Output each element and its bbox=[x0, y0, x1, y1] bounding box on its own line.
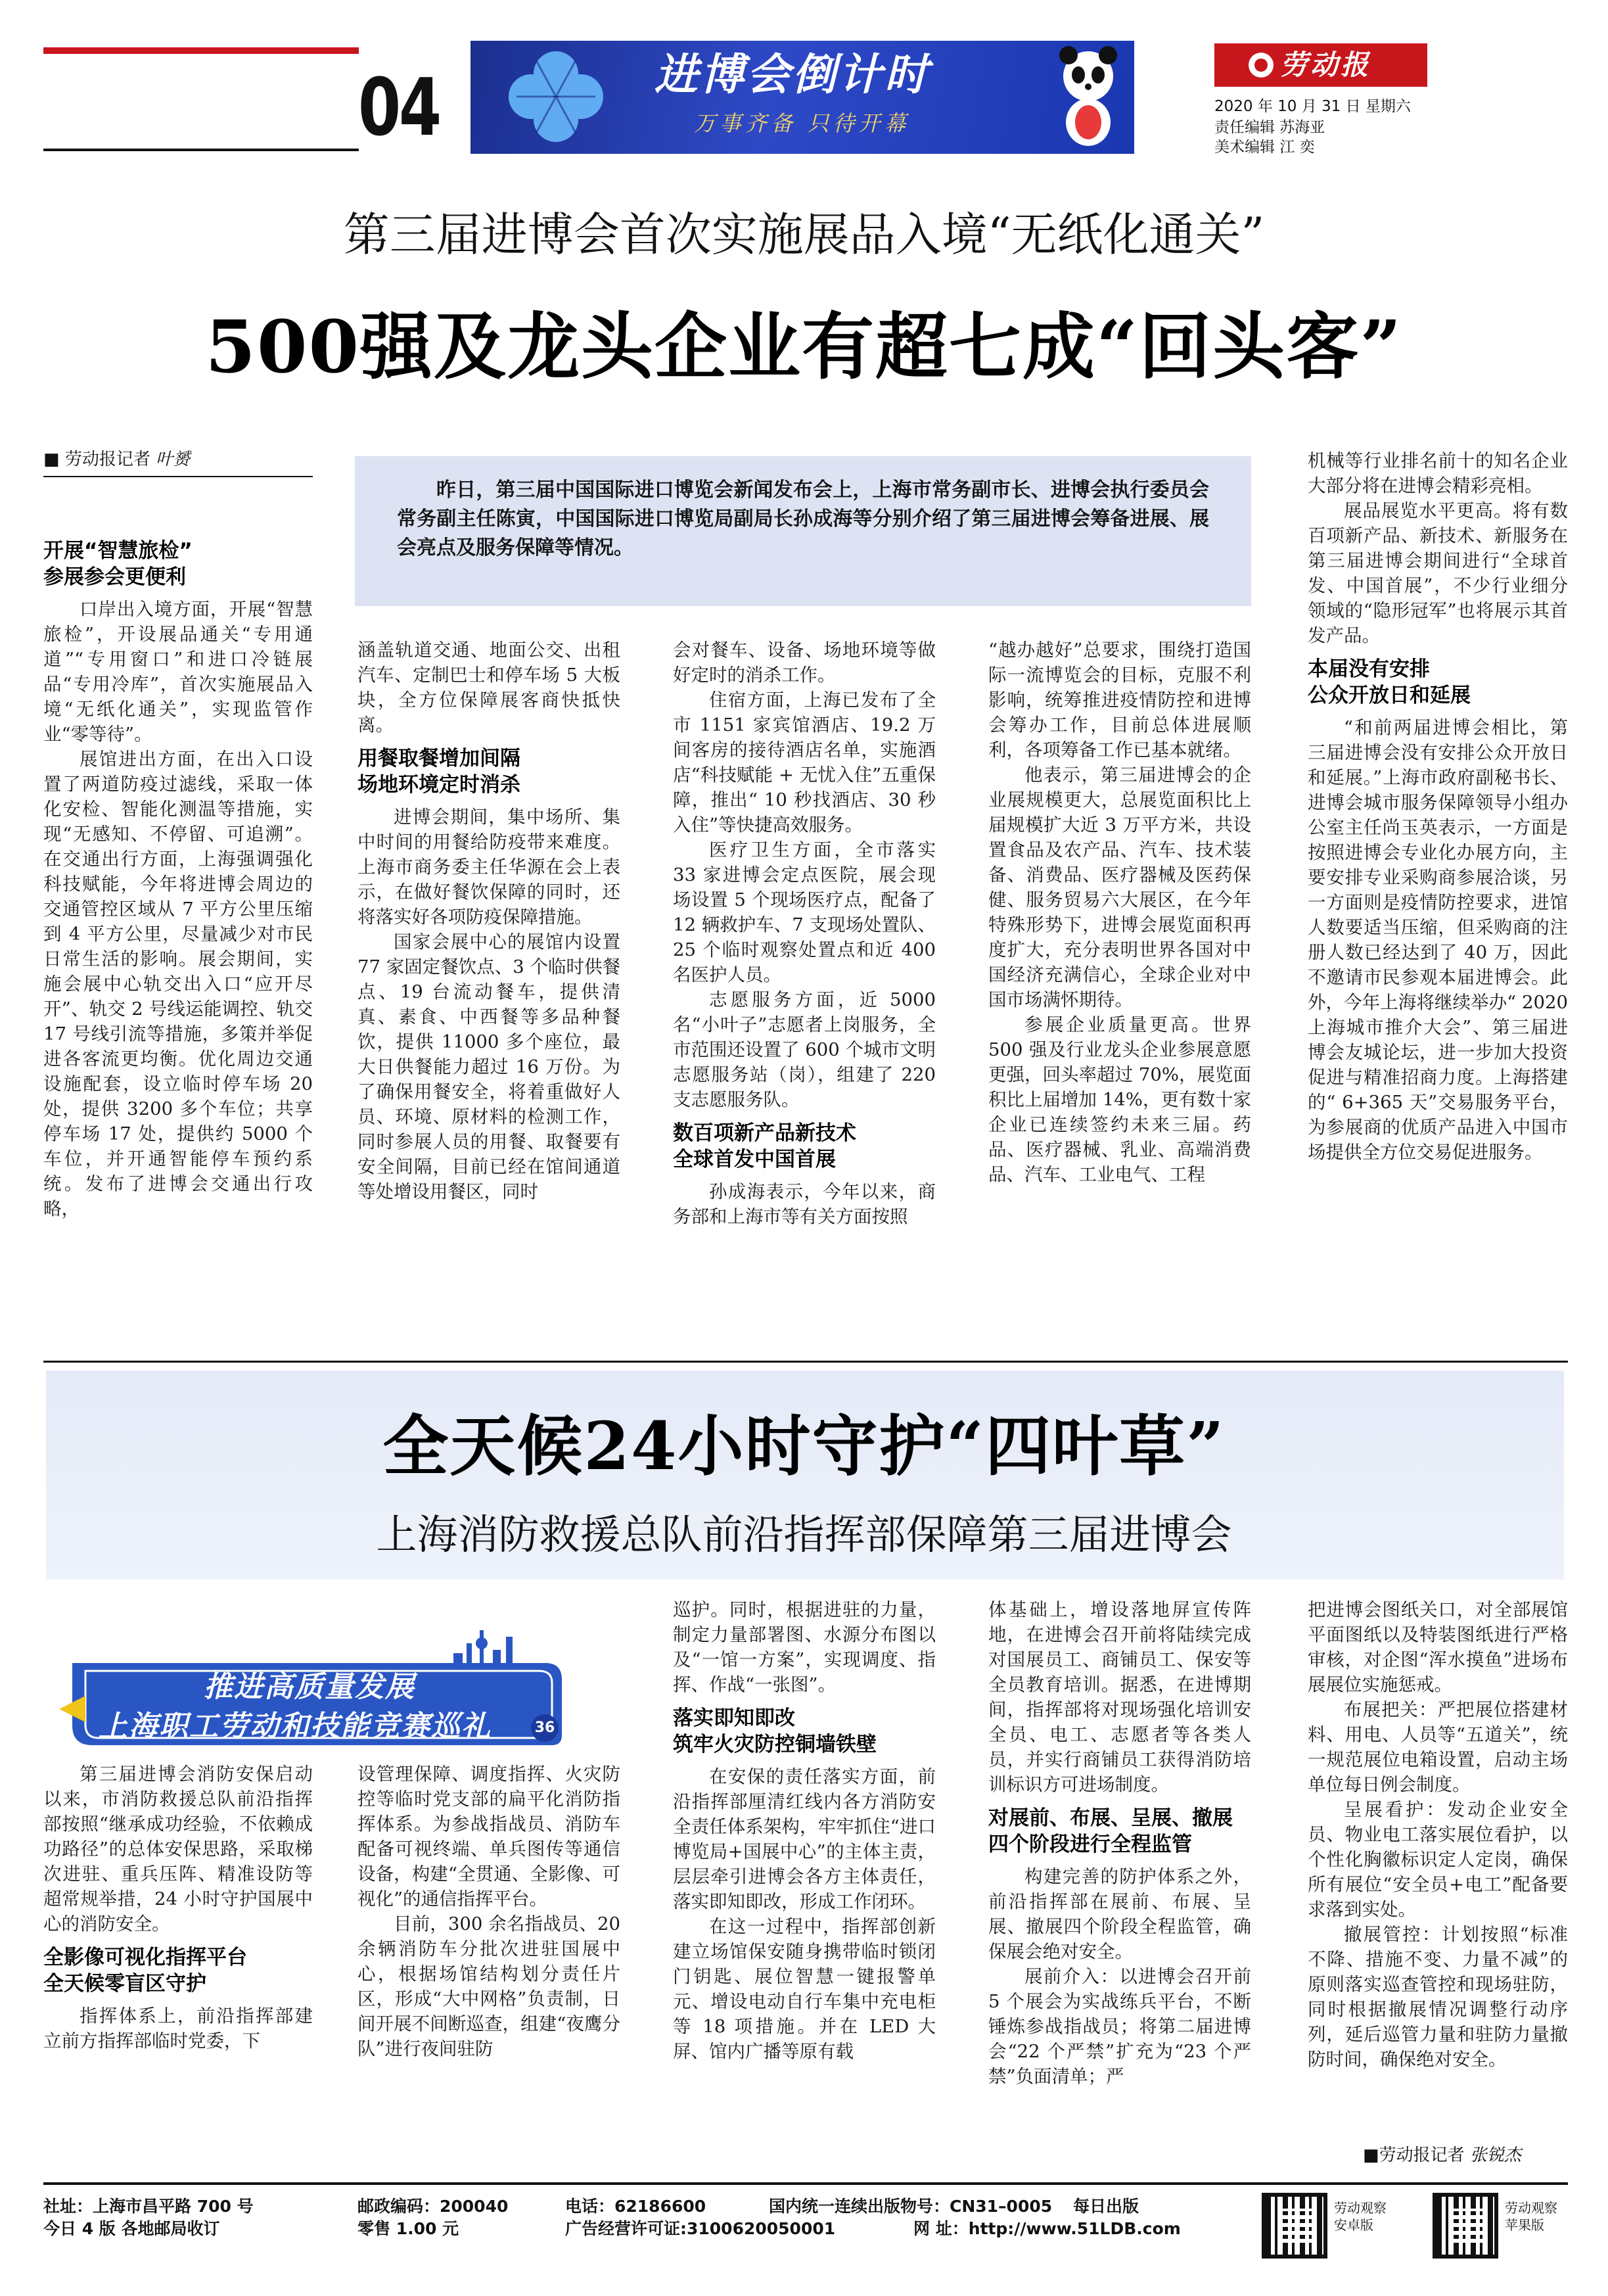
paragraph: 国家会展中心的展馆内设置 77 家固定餐饮点、3 个临时供餐点、19 台流动餐车，提供清真、素食、中西餐等多品种餐饮，提供 11000 多个座位，最大日供餐能力超过 16 万份。为了确保用餐安全，将着重做好人员、环境、原材料的检测工作，同时参展人员的用餐、取餐要有安全间隔，目前已经在馆间通道等处增设用餐区，同时 bbox=[357, 931, 620, 1202]
paragraph: 医疗卫生方面，全市落实 33 家进博会定点医院，展会现场设置 5 个现场医疗点，配备了 12 辆救护车、7 支现场处置队、25 个临时观察处置点和近 400 名医护人员。 bbox=[673, 839, 936, 985]
paragraph: 志愿服务方面，近 5000 名“小叶子”志愿者上岗服务，全市范围还设置了 600 个城市文明志愿服务站（岗），组建了 220 支志愿服务队。 bbox=[673, 989, 936, 1110]
paragraph: 住宿方面，上海已发布了全市 1151 家宾馆酒店、19.2 万间客房的接待酒店名单，实施酒店“科技赋能 + 无忧入住”五重保障，推出“ 10 秒找酒店、30 秒入住”等快捷高效服务。 bbox=[673, 690, 936, 835]
paragraph: 进博会期间，集中场所、集中时间的用餐给防疫带来难度。上海市商务委主任华源在会上表示，在做好餐饮保障的同时，还将落实好各项防疫保障措施。 bbox=[357, 807, 620, 927]
clover-logo-icon bbox=[490, 47, 622, 146]
countdown-banner bbox=[471, 41, 1134, 154]
paper-name: 劳动报 bbox=[1280, 49, 1371, 81]
article2-column-1 bbox=[43, 1762, 313, 2053]
header-red-rule-left bbox=[43, 47, 359, 54]
article2-title: 全天候24小时守护“四叶草” bbox=[382, 1407, 1226, 1485]
paragraph: “越办越好”总要求，围绕打造国际一流博览会的目标，克服不利影响，统筹推进疫情防控和进博会筹办工作，目前总体进展顺利，各项筹备工作已基本就绪。 bbox=[988, 640, 1251, 761]
article1-column-1 bbox=[43, 538, 313, 1221]
article1-subtitle: 第三届进博会首次实施展品入境“无纸化通关” bbox=[343, 208, 1265, 262]
section-divider bbox=[43, 1361, 1568, 1363]
art-editor-line: 美术编辑 江 奕 bbox=[1214, 139, 1315, 156]
article2-subtitle: 上海消防救援总队前沿指挥部保障第三届进博会 bbox=[376, 1511, 1232, 1558]
footer-postcode: 邮政编码：200040 bbox=[357, 2197, 509, 2216]
banner-title: 进博会倒计时 bbox=[655, 49, 930, 100]
paragraph: 孙成海表示，今年以来，商务部和上海市等有关方面按照 bbox=[673, 1181, 936, 1227]
paragraph: 展品展览水平更高。将有数百项新产品、新技术、新服务在第三届进博会期间进行“全球首发、中国首展”，不少行业细分领域的“隐形冠军”也将展示其首发产品。 bbox=[1308, 500, 1568, 646]
article2-column-3 bbox=[673, 1597, 936, 2064]
paragraph: 第三届进博会消防安保启动以来，市消防救援总队前沿指挥部按照“继承成功经验，不依赖成功路径”的总体安保思路，采取梯次进驻、重兵压阵、精准设防等超常规举措，24 小时守护国展中心的消防安全。 bbox=[43, 1764, 313, 1934]
subhead-no-open-day: 本届没有安排 公众开放日和延展 bbox=[1308, 657, 1471, 707]
qr-code-ios-icon[interactable] bbox=[1433, 2193, 1498, 2259]
paragraph: 撤展管控：计划按照“标准不降、措施不变、力量不减”的原则落实巡查管控和现场驻防，同时根据撤展情况调整行动序列，延后巡管力量和驻防力量撤防时间，确保绝对安全。 bbox=[1308, 1924, 1568, 2070]
paragraph: 把进博会图纸关口，对全部展馆平面图纸以及特装图纸进行严格审核，对企图“浑水摸鱼”进场布展展位实施惩戒。 bbox=[1308, 1599, 1568, 1695]
paragraph: 机械等行业排名前十的知名企业大部分将在进博会精彩亮相。 bbox=[1308, 450, 1568, 496]
badge-line-2: 上海职工劳动和技能竞赛巡礼 bbox=[99, 1710, 492, 1743]
badge-line-1: 推进高质量发展 bbox=[204, 1670, 415, 1704]
paragraph: 指挥体系上，前沿指挥部建立前方指挥部临时党委，下 bbox=[43, 2005, 313, 2051]
footer-website: 网 址：http://www.51LDB.com bbox=[913, 2219, 1181, 2238]
lead-text: 昨日，第三届中国国际进口博览会新闻发布会上，上海市常务副市长、进博会执行委员会常务副主任陈寅，中国国际进口博览局副局长孙成海等分别介绍了第三届进博会筹备进展、展会亮点及服务保障等情况。 bbox=[397, 479, 1209, 559]
footer-price: 零售 1.00 元 bbox=[357, 2219, 459, 2238]
article2-column-2 bbox=[357, 1762, 620, 2061]
article2-column-5 bbox=[1308, 1597, 1568, 2072]
footer-phone: 电话：62186600 bbox=[565, 2197, 706, 2216]
footer-col-address bbox=[43, 2195, 254, 2240]
competition-tour-badge bbox=[46, 1617, 572, 1748]
paragraph: 参展企业质量更高。世界 500 强及行业龙头企业参展意愿更强，回头率超过 70%，展览面积比上届增加 14%，更有数十家企业已连续签约未来三届。药品、医疗器械、乳业、高端消费品、汽车、工业电气、工程 bbox=[988, 1014, 1251, 1185]
editor-line: 责任编辑 苏海亚 bbox=[1214, 119, 1325, 136]
paragraph: 会对餐车、设备、场地环境等做好定时的消杀工作。 bbox=[673, 640, 936, 686]
byline-label: ■ 劳动报记者 bbox=[43, 450, 150, 469]
badge-number: 36 bbox=[531, 1714, 559, 1742]
panda-mascot-icon bbox=[1049, 45, 1128, 150]
article2-byline bbox=[1363, 2144, 1521, 2167]
subhead-smart-inspection: 开展“智慧旅检” 参展参会更便利 bbox=[43, 539, 193, 589]
footer-cn-number: 国内统一连续出版物号：CN31–0005 bbox=[769, 2197, 1053, 2216]
subhead-visual-platform: 全影像可视化指挥平台 全天候零盲区守护 bbox=[43, 1946, 247, 1996]
paragraph: 涵盖轨道交通、地面公交、出租汽车、定制巴士和停车场 5 大板块，全方位保障展客商快抵快离。 bbox=[357, 640, 620, 736]
paragraph: 在这一过程中，指挥部创新建立场馆保安随身携带临时锁闭门钥匙、展位智慧一键报警单元、增设电动自行车集中充电柜等 18 项措施。并在 LED 大屏、馆内广播等原有载 bbox=[673, 1916, 936, 2062]
article1-lead bbox=[355, 456, 1251, 606]
footer-col-cn bbox=[769, 2195, 1181, 2240]
paragraph: 设管理保障、调度指挥、火灾防控等临时党支部的扁平化消防指挥体系。为参战指战员、消防车配备可视终端、单兵图传等通信设备，构建“全贯通、全影像、可视化”的通信指挥平台。 bbox=[357, 1764, 620, 1909]
paragraph: 展馆进出方面，在出入口设置了两道防疫过滤线，采取一体化安检、智能化测温等措施，实现“无感知、不停留、可追溯”。在交通出行方面，上海强调强化科技赋能，今年将进博会周边的交通管控区域从 7 平方公里压缩到 4 平方公里，尽量减少对市民日常生活的影响。展会期间，实施会展中心轨交出入口“应开尽开”、轨交 2 号线运能调控、轨交 17 号线引流等措施，多策并举促进各客流更均衡。优化周边交通设施配套，设立临时停车场 20 处，提供 3200 多个车位；共享停车场 17 处，提供约 5000 个车位，并开通智能停车预约系统。发布了进博会交通出行攻略， bbox=[43, 749, 313, 1219]
page-number: 04 bbox=[358, 62, 440, 154]
footer-ad-license: 广告经营许可证:3100620050001 bbox=[565, 2219, 836, 2238]
subhead-fire-prevention: 落实即知即改 筑牢火灾防控铜墙铁壁 bbox=[673, 1706, 877, 1756]
qr-code-android-icon[interactable] bbox=[1262, 2193, 1327, 2259]
paragraph: 巡护。同时，根据进驻的力量，制定力量部署图、水源分布图以及“一馆一方案”，实现调度、指挥、作战“一张图”。 bbox=[673, 1599, 936, 1695]
article1-column-4 bbox=[988, 638, 1251, 1187]
paragraph: 构建完善的防护体系之外，前沿指挥部在展前、布展、呈展、撤展四个阶段全程监管，确保展会绝对安全。 bbox=[988, 1866, 1251, 1962]
footer-daily: 每日出版 bbox=[1072, 2197, 1139, 2216]
paragraph: 展前介入：以进博会召开前 5 个展会为实战练兵平台，不断锤炼参战指战员；将第二届进博会“22 个严禁”扩充为“23 个严禁”负面清单；严 bbox=[988, 1966, 1251, 2087]
byline-label: ■劳动报记者 bbox=[1363, 2145, 1465, 2165]
byline-reporter: 张锐杰 bbox=[1469, 2145, 1521, 2165]
footer-rule bbox=[43, 2182, 1568, 2185]
banner-subtitle: 万事齐备 只待开幕 bbox=[694, 110, 910, 136]
footer-address: 社址：上海市昌平路 700 号 bbox=[43, 2197, 254, 2216]
paragraph: 在安保的责任落实方面，前沿指挥部厘清红线内各方消防安全责任体系架构，牢牢抓住“进口博览局+国展中心”的主体主责，层层牵引进博会各方主体责任，落实即知即改，形成工作闭环。 bbox=[673, 1766, 936, 1912]
article1-title: 500强及龙头企业有超七成“回头客” bbox=[205, 304, 1403, 389]
qr-ios-label: 劳动观察 苹果版 bbox=[1505, 2200, 1557, 2233]
footer-pages: 今日 4 版 各地邮局收订 bbox=[43, 2219, 220, 2238]
paragraph: 呈展看护：发动企业安全员、物业电工落实展位看护，以个性化胸徽标识定人定岗，确保所有展位“安全员+电工”配备要求落到实处。 bbox=[1308, 1799, 1568, 1920]
article1-column-2 bbox=[357, 638, 620, 1204]
header-black-rule-left bbox=[43, 149, 359, 151]
subhead-four-stages: 对展前、布展、呈展、撤展 四个阶段进行全程监管 bbox=[988, 1806, 1233, 1856]
article1-column-5 bbox=[1308, 448, 1568, 1165]
paragraph: 目前，300 余名指战员、20 余辆消防车分批次进驻国展中心，根据场馆结构划分责任片区，形成“大中网格”负责制，日间开展不间断巡查，组建“夜鹰分队”进行夜间驻防 bbox=[357, 1913, 620, 2059]
paper-logo-icon bbox=[1247, 51, 1275, 79]
paragraph: 他表示，第三届进博会的企业展规模更大，总展览面积比上届规模扩大近 3 万平方米，共设置食品及农产品、汽车、技术装备、消费品、医疗器械及医药保健、服务贸易六大展区，在今年特殊形势下，进博会展览面积再度扩大，充分表明世界各国对中国经济充满信心，全球企业对中国市场满怀期待。 bbox=[988, 764, 1251, 1010]
paragraph: “和前两届进博会相比，第三届进博会没有安排公众开放日和延展。”上海市政府副秘书长、进博会城市服务保障领导小组办公室主任尚玉英表示，一方面是按照进博会专业化办展方向，主要安排专业采购商参展洽谈，另一方面则是疫情防控要求，进馆人数要适当压缩，但采购商的注册人数已经达到了 40 万，因此不邀请市民参观本届进博会。此外，今年上海将继续举办“ 2020 上海城市推介大会”、第三届进博会友城论坛，进一步加大投资促进与精准招商力度。上海搭建的“ 6+365 天”交易服务平台，为参展商的优质产品进入中国市场提供全方位交易促进服务。 bbox=[1308, 717, 1568, 1163]
byline-rule bbox=[43, 476, 313, 477]
subhead-dining: 用餐取餐增加间隔 场地环境定时消杀 bbox=[357, 747, 520, 797]
issue-date: 2020 年 10 月 31 日 星期六 bbox=[1214, 98, 1411, 115]
footer-col-postcode bbox=[357, 2195, 508, 2240]
article2-column-4 bbox=[988, 1597, 1251, 2089]
paragraph: 口岸出入境方面，开展“智慧旅检”，开设展品通关“专用通道”“专用窗口”和进口冷链展品“专用冷库”，首次实施展品入境“无纸化通关”，实现监管作业“零等待”。 bbox=[43, 599, 313, 745]
article1-column-3 bbox=[673, 638, 936, 1229]
paper-logo bbox=[1214, 43, 1427, 87]
byline-reporter: 叶赟 bbox=[156, 450, 191, 469]
qr-android-label: 劳动观察 安卓版 bbox=[1334, 2200, 1387, 2233]
article1-byline bbox=[43, 448, 190, 471]
paragraph: 体基础上，增设落地屏宣传阵地，在进博会召开前将陆续完成对国展员工、商铺员工、保安等全员教育培训。据悉，在进博期间，指挥部将对现场强化培训安全员、电工、志愿者等各类人员，并实行商铺员工获得消防培训标识方可进场制度。 bbox=[988, 1599, 1251, 1795]
subhead-new-products: 数百项新产品新技术 全球首发中国首展 bbox=[673, 1121, 856, 1171]
paragraph: 布展把关：严把展位搭建材料、用电、人员等“五道关”，统一规范展位电箱设置，启动主场单位每日例会制度。 bbox=[1308, 1699, 1568, 1795]
